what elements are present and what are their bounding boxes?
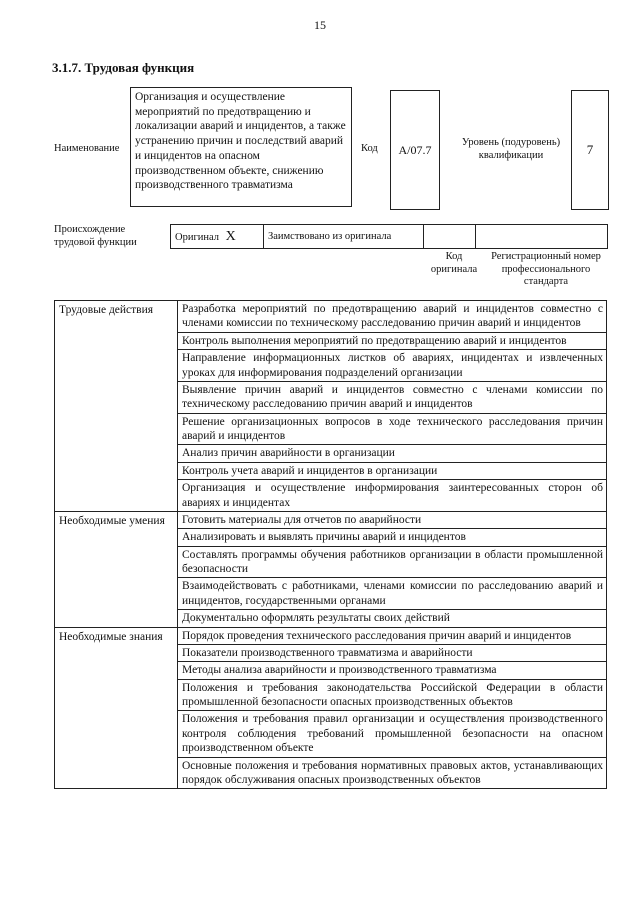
registration-number-caption: Регистрационный номер профессионального стандарта (491, 251, 601, 288)
code-label: Код (361, 143, 378, 154)
origin-label: Происхождение трудовой функции (54, 224, 137, 248)
name-label: Наименование (54, 143, 120, 154)
labor-actions-item: Анализ причин аварийности в организации (178, 445, 607, 462)
borrowed-label: Заимствовано из оригинала (268, 231, 392, 242)
registration-number-cell (476, 225, 608, 249)
labor-actions-item: Разработка мероприятий по предотвращению аварий и инцидентов совместно с членами комиссии по техническому расследованию причин аварий и инцидентов (178, 301, 607, 333)
original-mark: Х (225, 228, 236, 244)
required-knowledge-item: Положения и требования правил организации и осуществления производственного контроля соблюдения требований промышленной безопасности на опасном производственном объекте (178, 711, 607, 757)
required-skills-item: Взаимодействовать с работниками, членами комиссии по расследованию аварий и инцидентов, государственными органами (178, 578, 607, 610)
section-title: 3.1.7. Трудовая функция (52, 60, 195, 75)
labor-actions-item: Контроль выполнения мероприятий по предотвращению аварий и инцидентов (178, 332, 607, 349)
required-skills-item: Документально оформлять результаты своих действий (178, 610, 607, 627)
required-skills-label: Необходимые умения (55, 511, 178, 627)
function-code-value: А/07.7 (390, 90, 440, 210)
origin-table (170, 224, 608, 249)
original-label: Оригинал (175, 231, 219, 243)
qualification-level-label: Уровень (подуровень) квалификации (461, 137, 561, 161)
labor-actions-item: Контроль учета аварий и инцидентов в организации (178, 462, 607, 479)
required-knowledge-item: Методы анализа аварийности и производственного травматизма (178, 662, 607, 679)
required-skills-item: Готовить материалы для отчетов по аварийности (178, 511, 607, 528)
required-knowledge-item: Положения и требования законодательства Российской Федерации в области промышленной безопасности опасных производственных объектов (178, 679, 607, 711)
function-details-table (54, 300, 607, 789)
original-code-caption: Код оригинала (430, 251, 478, 275)
table-row (55, 627, 607, 644)
required-knowledge-item: Порядок проведения технического расследования причин аварий и инцидентов (178, 627, 607, 644)
required-skills-item: Составлять программы обучения работников организации в области промышленной безопасности (178, 546, 607, 578)
labor-actions-label: Трудовые действия (55, 301, 178, 512)
required-knowledge-item: Основные положения и требования нормативных правовых актов, устанавливающих порядок обслуживания опасных производственных объектов (178, 757, 607, 789)
labor-actions-item: Направление информационных листков об авариях, инцидентах и извлеченных уроках для информирования подразделений организации (178, 350, 607, 382)
function-name-value: Организация и осуществление мероприятий по предотвращению и локализации аварий и инцидентов, а также устранению причин и последствий аварий и инцидентов на опасном производственном объекте, снижению производственного травматизма (130, 87, 352, 207)
required-knowledge-item: Показатели производственного травматизма и аварийности (178, 644, 607, 661)
required-knowledge-label: Необходимые знания (55, 627, 178, 789)
original-code-cell (424, 225, 476, 249)
labor-actions-item: Решение организационных вопросов в ходе технического расследования причин аварий и инцидентов (178, 413, 607, 445)
table-row (55, 301, 607, 333)
original-cell (171, 225, 264, 249)
borrowed-cell (264, 225, 424, 249)
table-row (55, 511, 607, 528)
qualification-level-value: 7 (571, 90, 609, 210)
page-number: 15 (314, 18, 326, 32)
labor-actions-item: Организация и осуществление информирования заинтересованных сторон об авариях и инцидентах (178, 480, 607, 512)
required-skills-item: Анализировать и выявлять причины аварий и инцидентов (178, 529, 607, 546)
labor-actions-item: Выявление причин аварий и инцидентов совместно с членами комиссии по техническому расследованию причин аварий и инцидентов (178, 381, 607, 413)
